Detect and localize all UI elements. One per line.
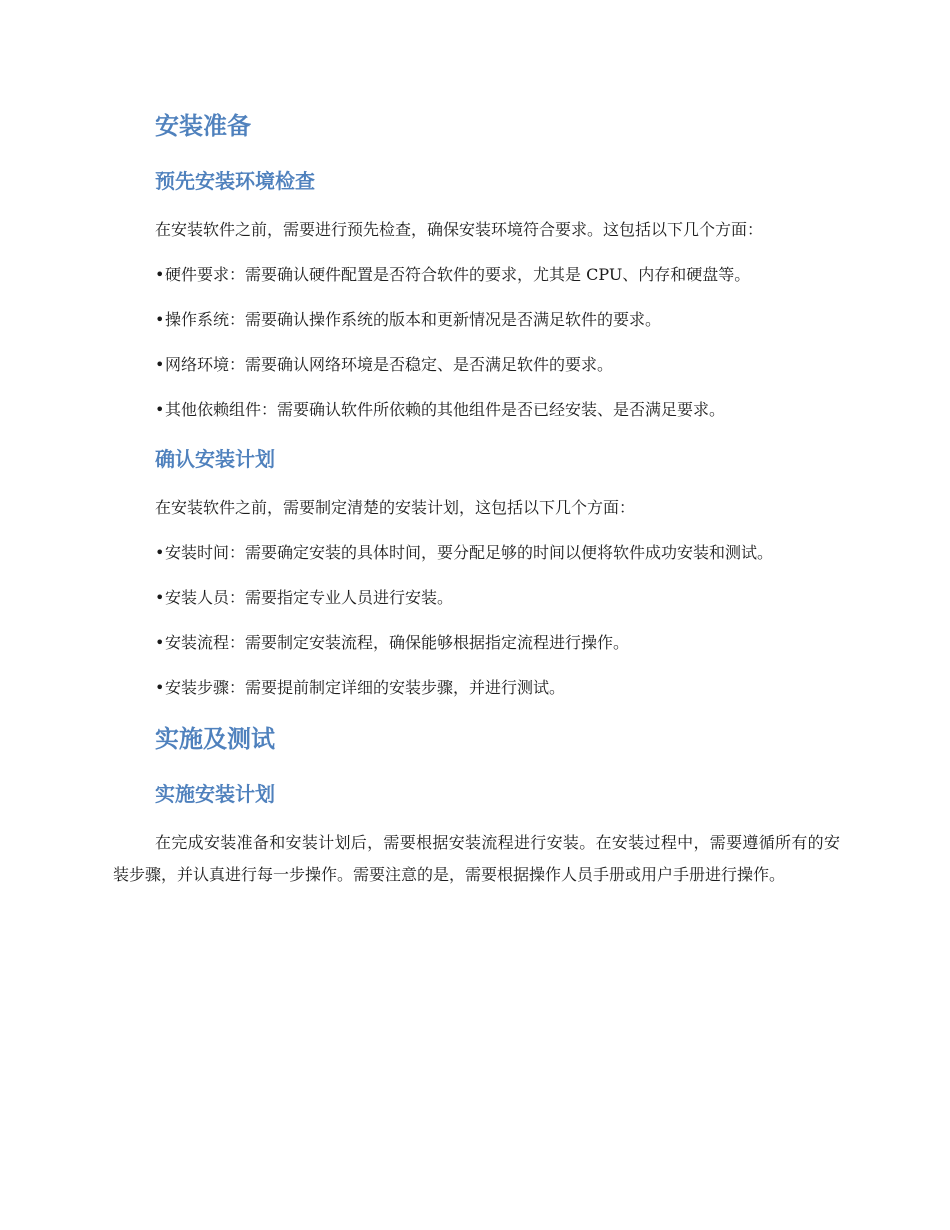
bullet-icon: • — [155, 400, 165, 419]
list-item — [113, 259, 840, 291]
paragraph: 在安装软件之前，需要进行预先检查，确保安装环境符合要求。这包括以下几个方面： — [155, 220, 764, 239]
list-item — [113, 394, 840, 426]
list-item — [113, 582, 840, 614]
list-item-text: 安装时间：需要确定安装的具体时间，要分配足够的时间以便将软件成功安装和测试。 — [165, 543, 774, 562]
bullet-icon: • — [155, 265, 165, 284]
list-item-text: 安装流程：需要制定安装流程，确保能够根据指定流程进行操作。 — [165, 633, 630, 652]
list-item-text: 其他依赖组件：需要确认软件所依赖的其他组件是否已经安装、是否满足要求。 — [165, 400, 726, 419]
list-item — [113, 537, 840, 569]
bullet-icon: • — [155, 355, 165, 374]
section-title: 安装准备 — [155, 112, 251, 140]
subsection-title: 确认安装计划 — [155, 447, 275, 471]
list-item-text: 安装步骤：需要提前制定详细的安装步骤，并进行测试。 — [165, 678, 566, 697]
list-item — [113, 304, 840, 336]
bullet-icon: • — [155, 543, 165, 562]
bullet-icon: • — [155, 588, 165, 607]
list-item-text: 硬件要求：需要确认硬件配置是否符合软件的要求，尤其是 CPU、内存和硬盘等。 — [165, 265, 751, 284]
document-body — [113, 104, 840, 891]
bullet-icon: • — [155, 310, 165, 329]
list-item — [113, 349, 840, 381]
list-item-text: 网络环境：需要确认网络环境是否稳定、是否满足软件的要求。 — [165, 355, 614, 374]
list-item-text: 安装人员：需要指定专业人员进行安装。 — [165, 588, 454, 607]
bullet-icon: • — [155, 633, 165, 652]
paragraph: 在安装软件之前，需要制定清楚的安装计划，这包括以下几个方面： — [155, 498, 636, 517]
list-item — [113, 672, 840, 704]
bullet-icon: • — [155, 678, 165, 697]
list-item-text: 操作系统：需要确认操作系统的版本和更新情况是否满足软件的要求。 — [165, 310, 662, 329]
section-title: 实施及测试 — [155, 725, 275, 753]
subsection-title: 预先安装环境检查 — [155, 169, 315, 193]
list-item — [113, 627, 840, 659]
subsection-title: 实施安装计划 — [155, 782, 275, 806]
paragraph: 在完成安装准备和安装计划后，需要根据安装流程进行安装。在安装过程中，需要遵循所有的安装步骤，并认真进行每一步操作。需要注意的是，需要根据操作人员手册或用户手册进行操作。 — [113, 833, 840, 884]
